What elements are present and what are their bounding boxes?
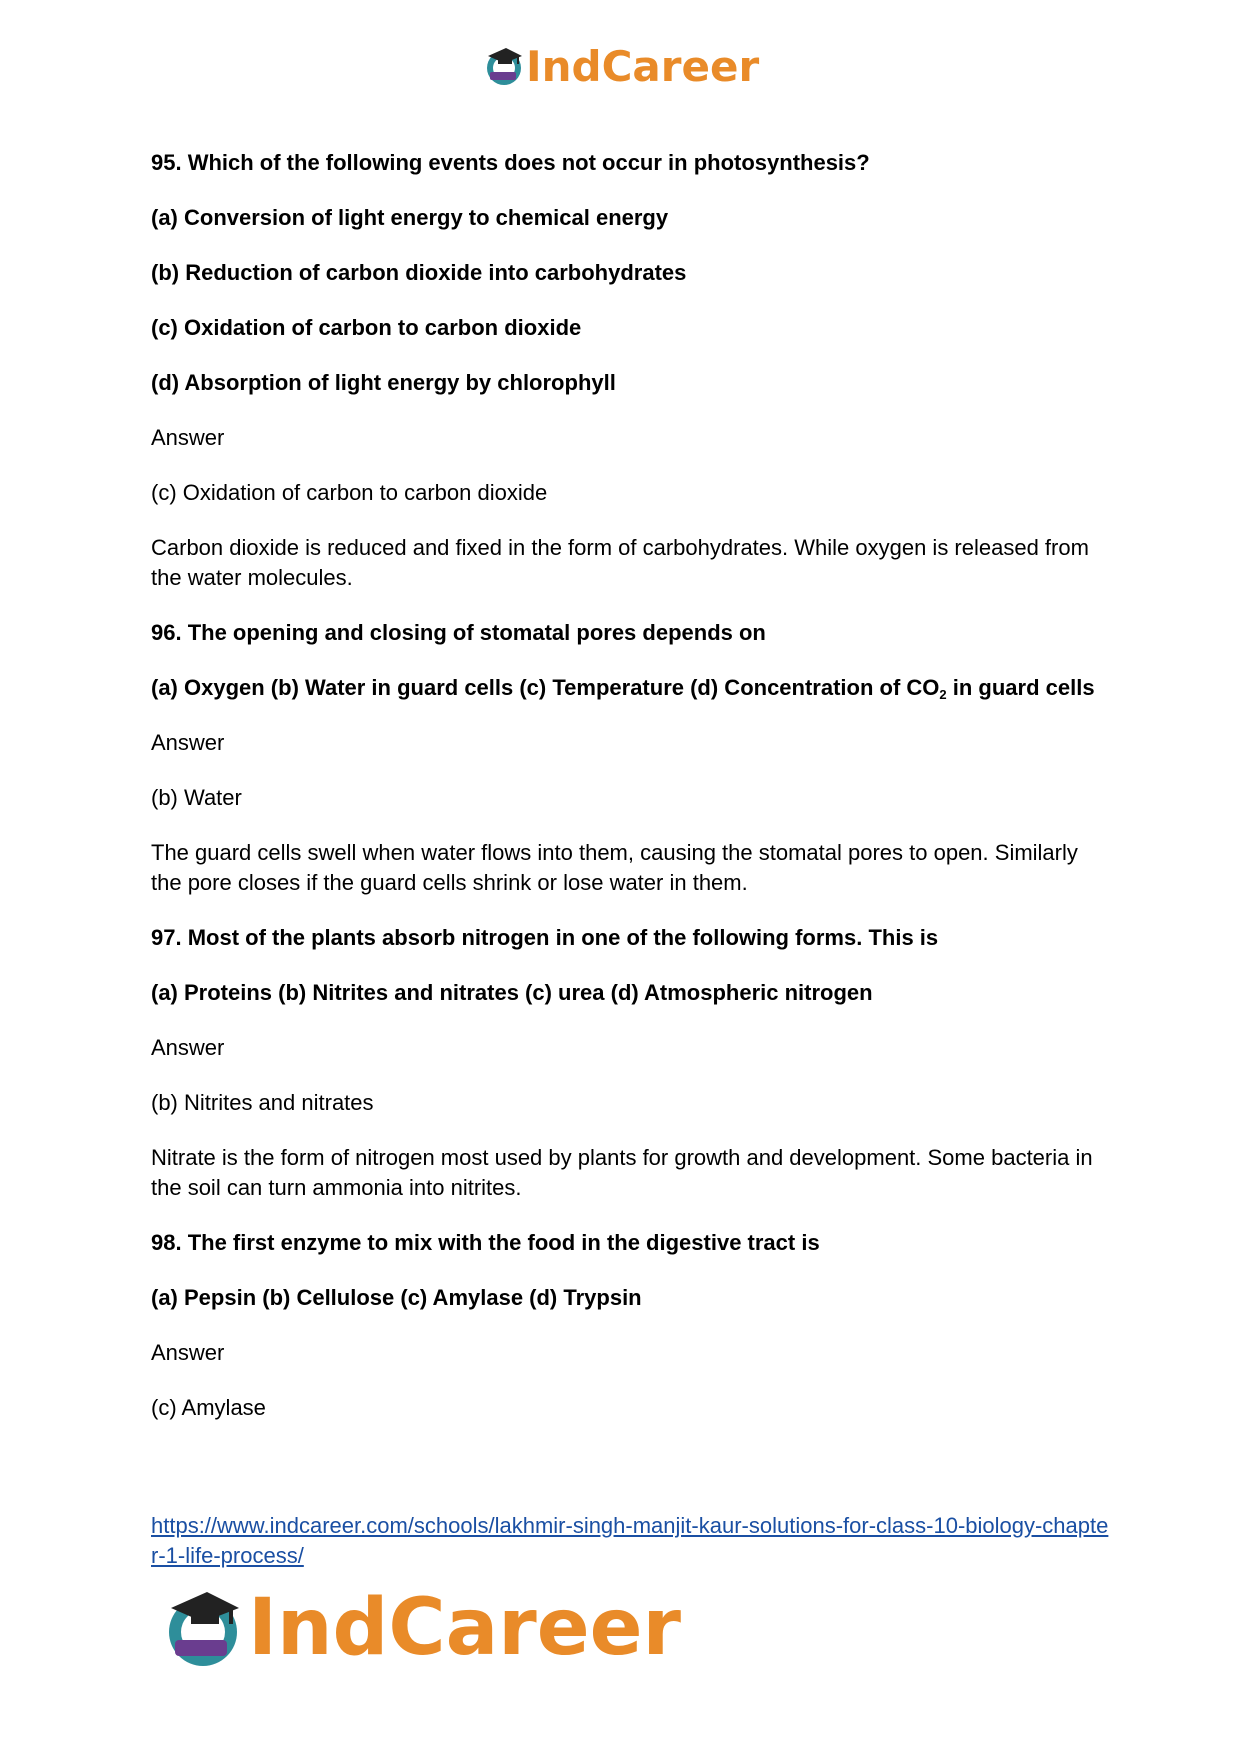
answer-label: Answer <box>151 425 225 450</box>
option: (b) Reduction of carbon dioxide into carbohydrates <box>151 260 687 285</box>
question: 98. The first enzyme to mix with the food in the digestive tract is <box>151 1230 820 1255</box>
source-link[interactable]: https://www.indcareer.com/schools/lakhmir-singh-manjit-kaur-solutions-for-class-10-biology-chapter-1-life-process/ <box>151 1513 1109 1568</box>
footer-logo <box>162 1583 681 1673</box>
question: 96. The opening and closing of stomatal pores depends on <box>151 620 766 645</box>
source-link-block <box>151 1511 1111 1571</box>
header-logo <box>484 38 759 94</box>
answer: (c) Amylase <box>151 1395 266 1420</box>
graduation-cap-book-icon <box>162 1584 244 1672</box>
option: (c) Oxidation of carbon to carbon dioxide <box>151 315 582 340</box>
explanation: Nitrate is the form of nitrogen most used by plants for growth and development. Some bacteria in the soil can turn ammonia into nitrites. <box>151 1145 1093 1200</box>
answer-label: Answer <box>151 1035 225 1060</box>
answer: (b) Nitrites and nitrates <box>151 1090 374 1115</box>
answer: (b) Water <box>151 785 242 810</box>
brand-name: IndCareer <box>248 1583 681 1673</box>
option: (a) Conversion of light energy to chemical energy <box>151 205 669 230</box>
options-prefix: (a) Oxygen (b) Water in guard cells (c) Temperature (d) Concentration of CO <box>151 675 940 700</box>
options-line: (a) Pepsin (b) Cellulose (c) Amylase (d) Trypsin <box>151 1285 642 1310</box>
explanation: The guard cells swell when water flows into them, causing the stomatal pores to open. Similarly the pore closes if the guard cells shrink or lose water in them. <box>151 840 1078 895</box>
question: 95. Which of the following events does not occur in photosynthesis? <box>151 150 870 175</box>
answer-label: Answer <box>151 1340 225 1365</box>
options-line <box>151 673 1111 703</box>
option: (d) Absorption of light energy by chlorophyll <box>151 370 616 395</box>
options-line: (a) Proteins (b) Nitrites and nitrates (c) urea (d) Atmospheric nitrogen <box>151 980 873 1005</box>
subscript: 2 <box>939 687 947 702</box>
question: 97. Most of the plants absorb nitrogen in one of the following forms. This is <box>151 925 939 950</box>
brand-name: IndCareer <box>526 41 760 91</box>
document-body <box>151 148 1111 1448</box>
answer: (c) Oxidation of carbon to carbon dioxide <box>151 480 548 505</box>
answer-label: Answer <box>151 730 225 755</box>
graduation-cap-book-icon <box>484 44 524 88</box>
options-suffix: in guard cells <box>946 675 1095 700</box>
explanation: Carbon dioxide is reduced and fixed in the form of carbohydrates. While oxygen is released from the water molecules. <box>151 535 1089 590</box>
